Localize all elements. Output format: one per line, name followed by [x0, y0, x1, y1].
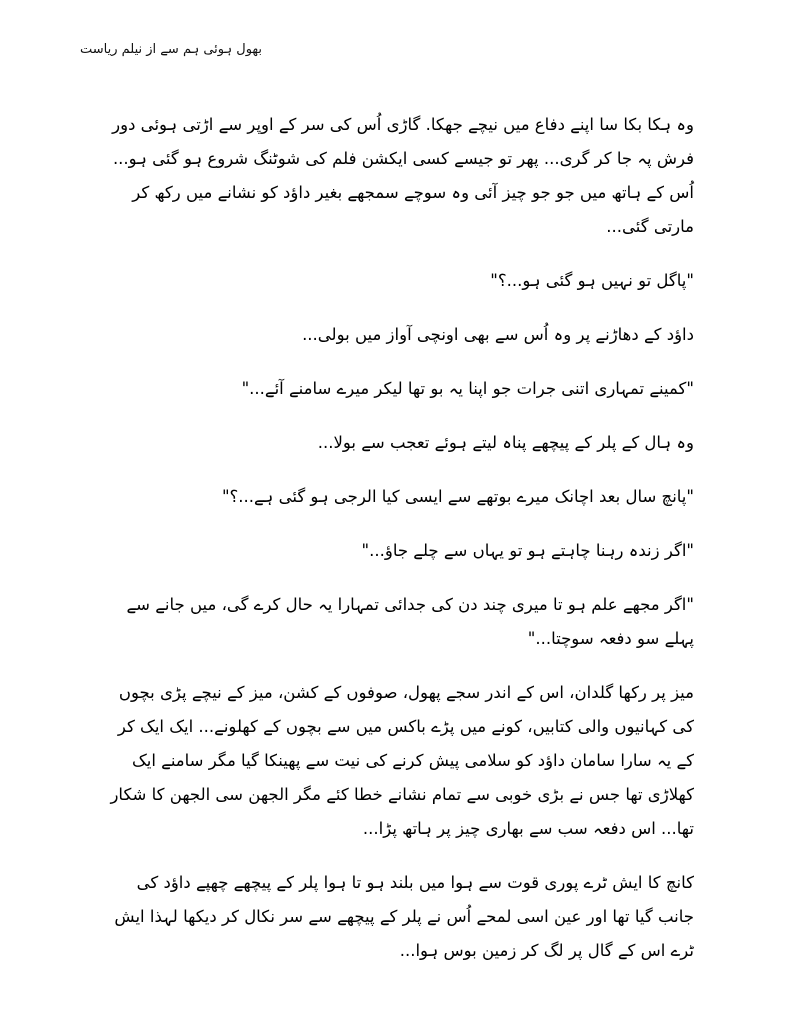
paragraph-6: "پانچ سال بعد اچانک میرے بوتھے سے ایسی کیا الرجی ہو گئی ہے...؟" — [221, 487, 694, 506]
paragraph-7: "اگر زندہ رہنا چاہتے ہو تو یہاں سے چلے جاؤ..." — [361, 541, 694, 560]
paragraph-10: کانچ کا ایش ٹرے پوری قوت سے ہوا میں بلند ہو تا ہوا پلر کے پیچھے چھپے داؤد کی جانب گیا تھا اور عین اسی لمحے اُس نے پلر کے پیچھے سے سر نکال کر دیکھا لہذا ایش ٹرے اس کے گال پر لگ کر زمین بوس ہوا... — [114, 873, 694, 960]
paragraph-5: وہ ہال کے پلر کے پیچھے پناہ لیتے ہوئے تعجب سے بولا... — [317, 433, 694, 452]
paragraph-2: "پاگل تو نہیں ہو گئی ہو...؟" — [490, 271, 694, 290]
paragraph-9: میز پر رکھا گلدان، اس کے اندر سجے پھول، صوفوں کے کشن، میز کے نیچے پڑی بچوں کی کہانیوں والی کتابیں، کونے میں پڑے باکس میں سے بچوں کے کھلونے... ایک ایک کر کے یہ سارا سامان داؤد کو سلامی پیش کرنے کی نیت سے پھینکا گیا مگر سامنے ایک کھلاڑی تھا جس نے بڑی خوبی سے تمام نشانے خطا کئے مگر الجھن سی الجھن کا شکار تھا... اس دفعہ سب سے بھاری چیز پر ہاتھ پڑا... — [110, 683, 694, 838]
running-header: بھول ہوئی ہم سے از نیلم ریاست — [80, 42, 263, 57]
paragraph-8: "اگر مجھے علم ہو تا میری چند دن کی جدائی تمہارا یہ حال کرے گی، میں جانے سے پہلے سو دفعہ سوچتا..." — [126, 595, 694, 648]
paragraph-1: وہ ہکا بکا سا اپنے دفاع میں نیچے جھکا. گاڑی اُس کی سر کے اوپر سے اڑتی ہوئی دور فرش پہ جا کر گری... پھر تو جیسے کسی ایکشن فلم کی شوٹنگ شروع ہو گئی ہو... اُس کے ہاتھ میں جو جو چیز آئی وہ سوچے سمجھے بغیر داؤد کو نشانے میں رکھ کر مارتی گئی... — [112, 115, 694, 236]
paragraph-3: داؤد کے دھاڑنے پر وہ اُس سے بھی اونچی آواز میں بولی... — [302, 325, 694, 344]
paragraph-4: "کمینے تمہاری اتنی جرات جو اپنا یہ بو تھا لیکر میرے سامنے آئے..." — [241, 379, 694, 398]
story-body — [96, 108, 694, 968]
